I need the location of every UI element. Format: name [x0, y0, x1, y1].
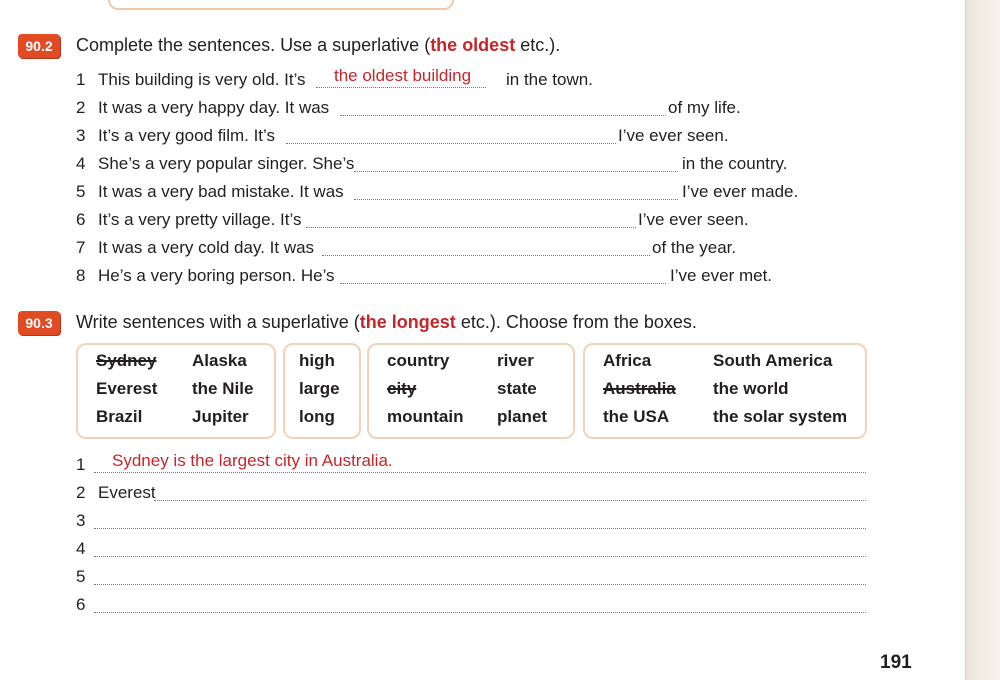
answer-blank[interactable]	[354, 171, 678, 172]
sentence-ending: I’ve ever seen.	[618, 126, 729, 145]
instruction-highlight: the oldest	[430, 35, 516, 55]
sentence-prompt: It was a very cold day. It was	[98, 238, 315, 257]
exercise-number-badge: 90.3	[18, 311, 60, 335]
sentence-prompt: He’s a very boring person. He’s	[98, 266, 335, 285]
instruction-text: Complete the sentences. Use a superlative (	[76, 35, 431, 55]
sentence-prompt: She’s a very popular singer. She’s	[98, 154, 355, 173]
page-edge	[965, 0, 1000, 680]
answer-blank[interactable]	[316, 87, 486, 88]
sentence-prompt: It’s a very pretty village. It’s	[98, 210, 302, 229]
word-crossed-out: Australia	[603, 379, 676, 398]
answer-blank[interactable]	[322, 255, 650, 256]
answer-blank[interactable]	[94, 612, 866, 613]
previous-exercise-box-edge	[108, 0, 454, 10]
word: Alaska	[192, 351, 247, 370]
word: the solar system	[713, 407, 848, 426]
answer-blank[interactable]	[94, 556, 866, 557]
item-number: 3	[76, 511, 86, 530]
instruction-text-end: etc.).	[515, 35, 561, 55]
sentence-start: Everest	[98, 483, 156, 502]
instruction-highlight: the longest	[359, 312, 456, 332]
answer-blank[interactable]	[94, 584, 866, 585]
sentence-ending: in the country.	[682, 154, 788, 173]
sentence-ending: I’ve ever seen.	[638, 210, 749, 229]
sentence-prompt: It was a very happy day. It was	[98, 98, 330, 117]
item-number: 1	[76, 70, 86, 89]
sentence-ending: of the year.	[652, 238, 737, 257]
word: Brazil	[96, 407, 143, 426]
item-number: 7	[76, 238, 86, 257]
item-number: 8	[76, 266, 86, 285]
item-number: 2	[76, 483, 86, 502]
sentence-ending: I’ve ever made.	[682, 182, 799, 201]
exercise-instruction	[76, 312, 697, 333]
word: large	[299, 379, 340, 398]
word: the USA	[603, 407, 670, 426]
sentence-prompt: It was a very bad mistake. It was	[98, 182, 344, 201]
word-box-adjectives	[283, 343, 361, 439]
item-number: 5	[76, 182, 86, 201]
answer-blank[interactable]	[286, 143, 616, 144]
answer-blank[interactable]	[306, 227, 636, 228]
exercise-instruction	[76, 35, 560, 56]
item-number: 3	[76, 126, 86, 145]
word: state	[497, 379, 537, 398]
item-number: 4	[76, 154, 86, 173]
sentence-ending: of my life.	[668, 98, 741, 117]
word-crossed-out: Sydney	[96, 351, 157, 370]
exercise-number-badge: 90.2	[18, 34, 60, 58]
word: mountain	[387, 407, 464, 426]
word: South America	[713, 351, 833, 370]
sentence-ending: I’ve ever met.	[670, 266, 773, 285]
answer-blank[interactable]	[340, 283, 666, 284]
item-number: 5	[76, 567, 86, 586]
word-box-regions	[583, 343, 867, 439]
word: Everest	[96, 379, 158, 398]
answer-blank[interactable]	[340, 115, 666, 116]
item-number: 6	[76, 210, 86, 229]
word-box-places	[76, 343, 276, 439]
item-number: 1	[76, 455, 86, 474]
word: the Nile	[192, 379, 254, 398]
word: long	[299, 407, 335, 426]
word-crossed-out: city	[387, 379, 417, 398]
page-number: 191	[880, 652, 912, 673]
item-number: 2	[76, 98, 86, 117]
word: river	[497, 351, 534, 370]
sentence-prompt: It’s a very good film. It’s	[98, 126, 275, 145]
item-number: 6	[76, 595, 86, 614]
sentence-prompt: This building is very old. It’s	[98, 70, 306, 89]
answer-blank[interactable]	[354, 199, 678, 200]
word: Africa	[603, 351, 652, 370]
answer-blank[interactable]	[154, 500, 866, 501]
word: planet	[497, 407, 548, 426]
word: the world	[713, 379, 789, 398]
word: country	[387, 351, 450, 370]
handwritten-answer: the oldest building	[334, 66, 472, 85]
item-number: 4	[76, 539, 86, 558]
answer-blank[interactable]	[94, 472, 866, 473]
answer-blank[interactable]	[94, 528, 866, 529]
handwritten-answer: Sydney is the largest city in Australia.	[112, 451, 393, 470]
instruction-text: Write sentences with a superlative (	[76, 312, 360, 332]
word-box-nouns	[367, 343, 575, 439]
instruction-text-end: etc.). Choose from the boxes.	[455, 312, 697, 332]
word: Jupiter	[192, 407, 249, 426]
word: high	[299, 351, 335, 370]
sentence-ending: in the town.	[506, 70, 593, 89]
